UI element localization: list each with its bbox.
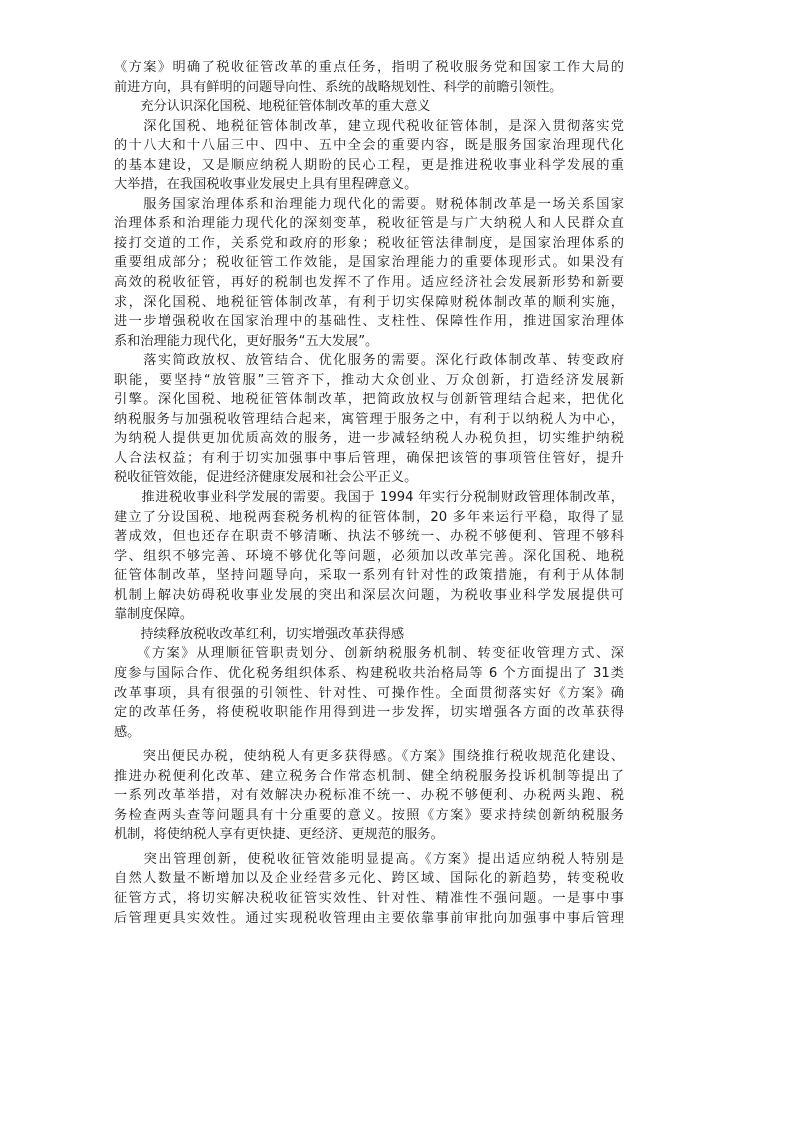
text-line: 推进税收事业科学发展的需要。我国于 1994 年实行分税制财政管理体制改革，: [114, 490, 624, 506]
text-line: 的十八大和十八届三中、四中、五中全会的重要内容，既是服务国家治理现代化: [114, 138, 624, 154]
text-line: 学、组织不够完善、环境不够优化等问题，必须加以改革完善。深化国税、地税: [114, 548, 624, 564]
text-line: 感。: [114, 724, 141, 740]
text-line: 靠制度保障。: [114, 607, 194, 623]
text-line: 《方案》从理顺征管职责划分、创新纳税服务机制、转变征收管理方式、深: [114, 646, 624, 662]
text-line: 度参与国际合作、优化税务组织体系、构建税收共治格局等 6 个方面提出了 31类: [114, 665, 624, 681]
text-line: 纳税服务与加强税收管理结合起来，寓管理于服务之中，有利于以纳税人为中心，: [114, 411, 624, 427]
text-line: 推进办税便利化改革、建立税务合作常态机制、健全纳税服务投诉机制等提出了: [114, 768, 624, 784]
text-line: 改革事项，具有很强的引领性、针对性、可操作性。全面贯彻落实好《方案》确: [114, 685, 624, 701]
text-line: 突出管理创新，使税收征管效能明显提高。《方案》提出适应纳税人特别是: [114, 851, 624, 867]
document-page: [114, 58, 624, 928]
text-line: 接打交道的工作，关系党和政府的形象；税收征管法律制度，是国家治理体系的: [114, 235, 624, 251]
text-line: 重要组成部分；税收征管工作效能，是国家治理能力的重要体现形式。如果没有: [114, 255, 624, 271]
text-line: 后管理更具实效性。通过实现税收管理由主要依靠事前审批向加强事中事后管理: [114, 910, 624, 926]
text-line: 职能，要坚持“放管服”三管齐下，推动大众创业、万众创新，打造经济发展新: [114, 372, 624, 388]
text-line: 建立了分设国税、地税两套税务机构的征管体制，20 多年来运行平稳，取得了显: [114, 509, 624, 525]
text-line: 务检查两头查等问题具有十分重要的意义。按照《方案》要求持续创新纳税服务: [114, 807, 624, 823]
text-line: 服务国家治理体系和治理能力现代化的需要。财税体制改革是一场关系国家: [114, 196, 624, 212]
text-line: 前进方向，具有鲜明的问题导向性、系统的战略规划性、科学的前瞻引领性。: [114, 79, 563, 95]
text-line: 高效的税收征管，再好的税制也发挥不了作用。适应经济社会发展新形势和新要: [114, 275, 624, 291]
text-line: 《方案》明确了税收征管改革的重点任务，指明了税收服务党和国家工作大局的: [114, 60, 624, 75]
text-line: 定的改革任务，将使税收职能作用得到进一步发挥，切实增强各方面的改革获得: [114, 705, 624, 721]
section-heading: 持续释放税收改革红利，切实增强改革获得感: [114, 626, 405, 642]
text-line: 一系列改革举措，对有效解决办税标准不统一、办税不够便利、办税两头跑、税: [114, 788, 624, 804]
text-line: 治理体系和治理能力现代化的深刻变革，税收征管是与广大纳税人和人民群众直: [114, 216, 624, 232]
text-line: 税收征管效能，促进经济健康发展和社会公平正义。: [114, 470, 418, 486]
text-line: 机制上解决妨碍税收事业发展的突出和深层次问题，为税收事业科学发展提供可: [114, 587, 624, 603]
text-line: 落实简政放权、放管结合、优化服务的需要。深化行政体制改革、转变政府: [114, 353, 624, 369]
text-line: 大举措，在我国税收事业发展史上具有里程碑意义。: [114, 177, 418, 193]
text-line: 深化国税、地税征管体制改革，建立现代税收征管体制，是深入贯彻落实党: [114, 118, 624, 134]
text-line: 征管体制改革，坚持问题导向，采取一系列有针对性的政策措施，有利于从体制: [114, 568, 624, 584]
text-line: 的基本建设，又是顺应纳税人期盼的民心工程，更是推进税收事业科学发展的重: [114, 157, 624, 173]
text-line: 进一步增强税收在国家治理中的基础性、支柱性、保障性作用，推进国家治理体: [114, 314, 624, 330]
text-line: 自然人数量不断增加以及企业经营多元化、跨区域、国际化的新趋势，转变税收: [114, 871, 624, 887]
text-line: 著成效，但也还存在职责不够清晰、执法不够统一、办税不够便利、管理不够科: [114, 529, 624, 545]
text-line: 为纳税人提供更加优质高效的服务，进一步减轻纳税人办税负担，切实维护纳税: [114, 431, 624, 447]
text-line: 系和治理能力现代化，更好服务“五大发展”。: [114, 333, 379, 349]
section-heading: 充分认识深化国税、地税征管体制改革的重大意义: [114, 99, 431, 115]
text-line: 机制，将使纳税人享有更快捷、更经济、更规范的服务。: [114, 827, 444, 843]
text-line: 征管方式，将切实解决税收征管实效性、针对性、精准性不强问题。一是事中事: [114, 890, 624, 906]
text-line: 突出便民办税，使纳税人有更多获得感。《方案》围绕推行税收规范化建设、: [114, 749, 624, 765]
text-line: 引擎。深化国税、地税征管体制改革，把简政放权与创新管理结合起来，把优化: [114, 392, 624, 408]
text-line: 求，深化国税、地税征管体制改革，有利于切实保障财税体制改革的顺利实施，: [114, 294, 624, 310]
text-line: 人合法权益；有利于切实加强事中事后管理，确保把该管的事项管住管好，提升: [114, 450, 624, 466]
